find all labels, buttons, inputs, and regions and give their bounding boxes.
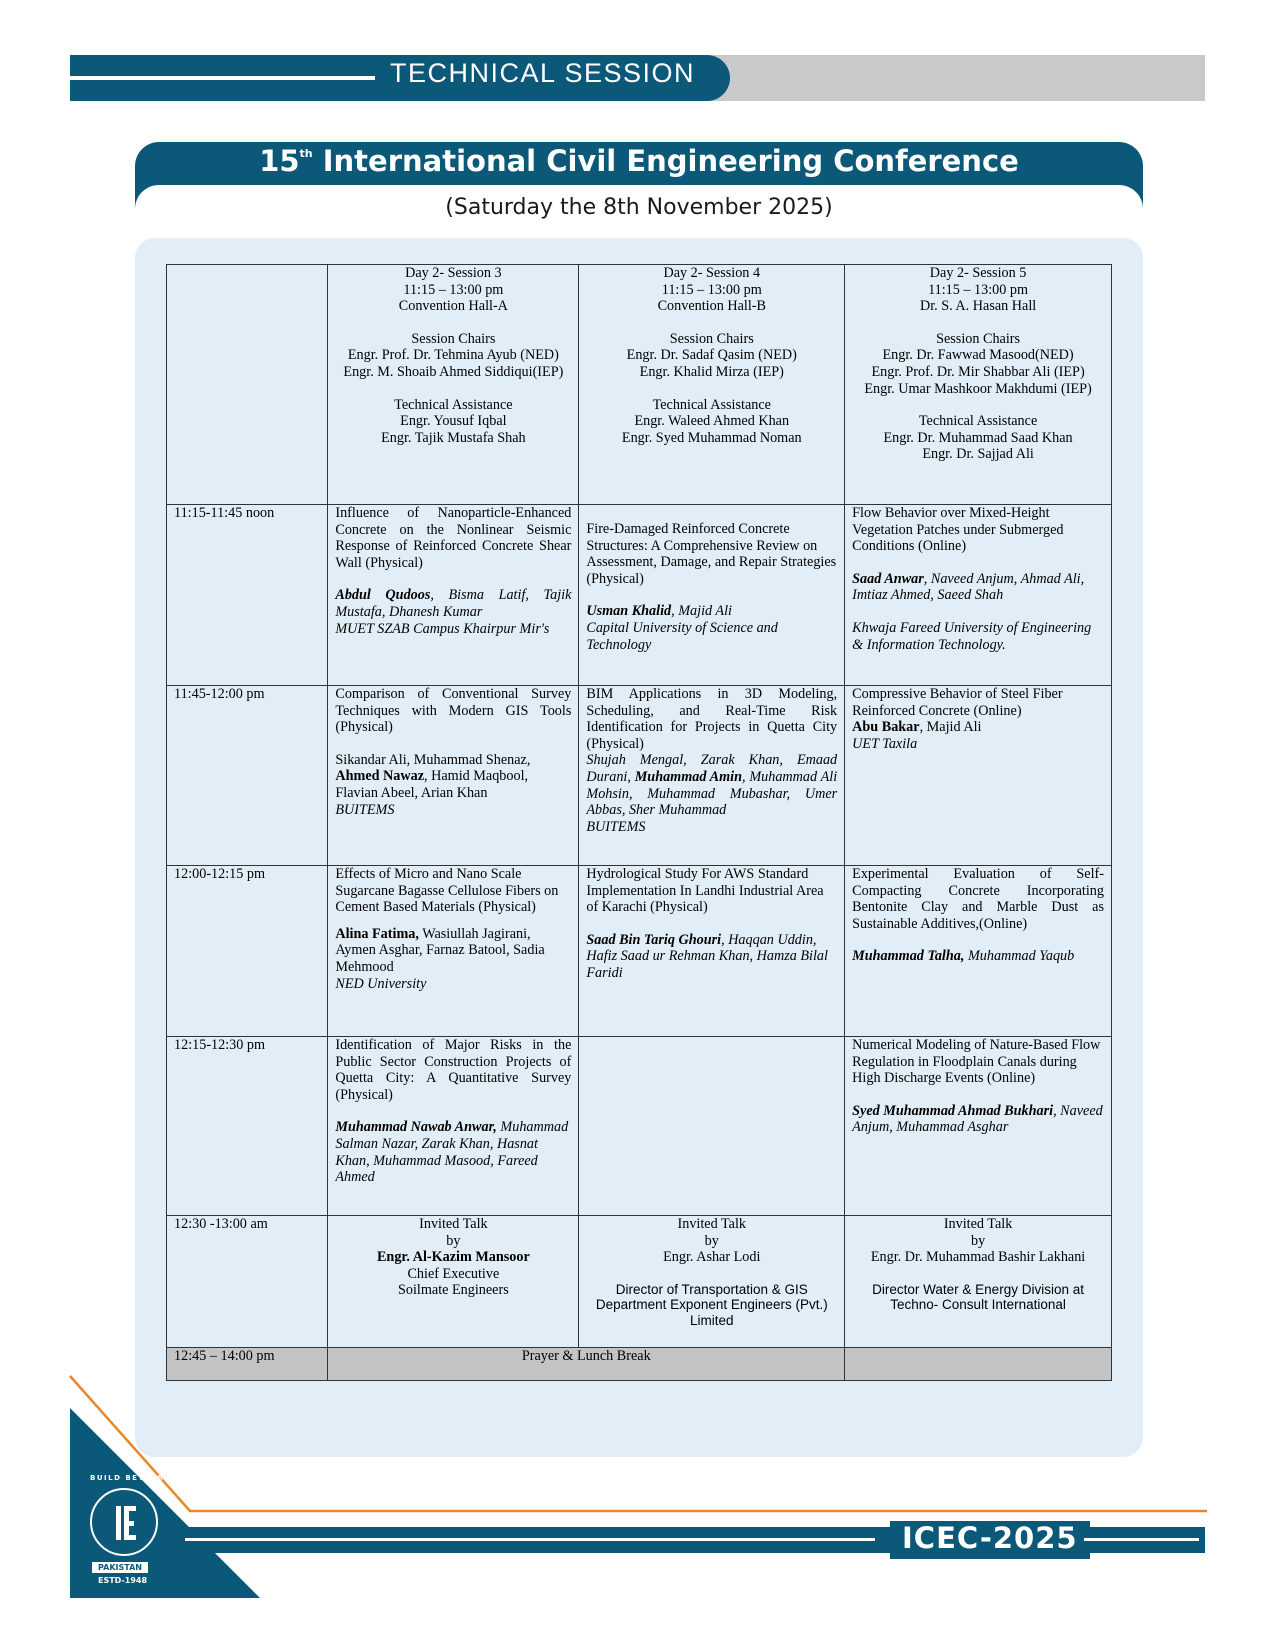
invited-talk-label: Invited Talk	[419, 1216, 488, 1232]
conference-name: International Civil Engineering Conference	[322, 144, 1019, 178]
paper-title: Flow Behavior over Mixed-Height Vegetation Patches under Submerged Conditions (Online)	[852, 505, 1064, 555]
speaker-organization: Soilmate Engineers	[398, 1282, 509, 1299]
ta-label: Technical Assistance	[918, 413, 1038, 430]
invited-speaker: Engr. Ashar Lodi	[663, 1249, 761, 1266]
lead-author: Muhammad Nawab Anwar,	[335, 1119, 497, 1136]
section-title: TECHNICAL SESSION	[390, 58, 696, 88]
co-authors: , Muhammad Ali Mohsin, Muhammad Mubashar, Umer Abbas, Sher Muhammad	[586, 768, 838, 819]
logo-arc-text: BUILD BETTER WORLD	[90, 1474, 206, 1482]
slot-time: 11:45-12:00 pm	[167, 686, 328, 866]
session-chair: Engr. Umar Mashkoor Makhdumi (IEP)	[864, 380, 1092, 397]
chairs-label: Session Chairs	[669, 330, 754, 347]
lead-author: Muhammad Amin	[634, 768, 743, 785]
paper-affiliation: NED University	[335, 975, 427, 992]
footer-rule	[185, 1538, 875, 1541]
session-venue: Convention Hall-A	[398, 298, 508, 315]
session-chair: Engr. Prof. Dr. Tehmina Ayub (NED)	[347, 347, 559, 364]
lead-author: Alina Fatima,	[335, 925, 419, 942]
session-chair: Engr. M. Shoaib Ahmed Siddiqui(IEP)	[343, 363, 564, 380]
co-authors: , Bisma Latif, Tajik Mustafa, Dhanesh Kumar	[335, 587, 572, 620]
session-chair: Engr. Dr. Sadaf Qasim (NED)	[626, 347, 797, 364]
technical-assistant: Engr. Tajik Mustafa Shah	[381, 429, 526, 446]
co-authors: , Majid Ali	[919, 719, 982, 736]
paper-title: Numerical Modeling of Nature-Based Flow Regulation in Floodplain Canals during High Discharge Events (Online)	[852, 1037, 1101, 1087]
invited-by: by	[446, 1232, 461, 1249]
invited-speaker: Engr. Dr. Muhammad Bashir Lakhani	[870, 1249, 1086, 1266]
slot-time: 12:00-12:15 pm	[167, 866, 328, 1037]
invited-by: by	[704, 1232, 719, 1249]
footer-rule-right	[1084, 1538, 1199, 1541]
session-chair: Engr. Khalid Mirza (IEP)	[639, 363, 784, 380]
co-authors: Wasiullah Jagirani, Aymen Asghar, Farnaz Batool, Sadia Mehmood	[335, 925, 545, 975]
paper-affiliation: BUITEMS	[335, 801, 395, 818]
session-time: 11:15 – 13:00 pm	[403, 281, 504, 298]
co-authors: , Naveed Anjum, Ahmad Ali, Imtiaz Ahmed, Saeed Shah	[852, 570, 1085, 604]
paper-affiliation: MUET SZAB Campus Khairpur Mir's	[335, 620, 550, 637]
technical-assistant: Engr. Yousuf Iqbal	[400, 413, 507, 430]
edition-suffix: th	[299, 147, 313, 160]
lead-author: Usman Khalid	[586, 603, 672, 620]
lead-author: Muhammad Talha,	[852, 948, 965, 965]
paper-title: Influence of Nanoparticle-Enhanced Concrete on the Nonlinear Seismic Response of Reinforced Concrete Shear Wall (Physical)	[335, 505, 572, 571]
chairs-label: Session Chairs	[936, 330, 1021, 347]
session-name: Day 2- Session 3	[405, 265, 502, 281]
conference-date: (Saturday the 8th November 2025)	[445, 195, 833, 220]
lead-author: Ahmed Nawaz	[335, 768, 425, 785]
session-name: Day 2- Session 5	[929, 265, 1027, 281]
speaker-role: Chief Executive	[407, 1265, 500, 1282]
session-chair: Engr. Dr. Fawwad Masood(NED)	[882, 347, 1074, 364]
slot-time: 12:30 -13:00 am	[167, 1216, 328, 1348]
co-authors: Shujah Mengal, Zarak Khan, Emaad Durani,	[586, 752, 838, 785]
co-authors: , Majid Ali	[671, 603, 732, 620]
lead-author: Abdul Qudoos	[335, 587, 431, 604]
paper-affiliation: BUITEMS	[586, 818, 646, 835]
invited-by: by	[970, 1232, 986, 1249]
orange-rule	[70, 1376, 1207, 1511]
technical-assistant: Engr. Syed Muhammad Noman	[621, 429, 802, 446]
speaker-organization: Director of Transportation & GIS Department Exponent Engineers (Pvt.) Limited	[595, 1281, 828, 1328]
ta-label: Technical Assistance	[652, 396, 771, 413]
session-time: 11:15 – 13:00 pm	[928, 281, 1029, 298]
invited-speaker: Engr. Al-Kazim Mansoor	[376, 1249, 530, 1266]
paper-title: Fire-Damaged Reinforced Concrete Structures: A Comprehensive Review on Assessment, Damage, and Repair Strategies (Physical)	[586, 521, 837, 587]
invited-talk-label: Invited Talk	[943, 1216, 1013, 1232]
slot-time: 12:45 – 14:00 pm	[167, 1348, 328, 1381]
session-name: Day 2- Session 4	[663, 265, 761, 281]
session-time: 11:15 – 13:00 pm	[661, 281, 762, 298]
paper-title: Effects of Micro and Nano Scale Sugarcane Bagasse Cellulose Fibers on Cement Based Materials (Physical)	[335, 866, 559, 916]
paper-title: Hydrological Study For AWS Standard Implementation In Landhi Industrial Area of Karachi (Physical)	[586, 866, 824, 916]
paper-affiliation: Khwaja Fareed University of Engineering & Information Technology.	[852, 619, 1092, 653]
invited-talk-label: Invited Talk	[677, 1216, 746, 1232]
co-authors: Muhammad Yaqub	[964, 948, 1075, 965]
lead-author: Abu Bakar	[852, 719, 920, 736]
chairs-label: Session Chairs	[411, 330, 496, 347]
logo-country: PAKISTAN	[92, 1562, 148, 1573]
paper-affiliation: Capital University of Science and Technology	[586, 619, 778, 653]
paper-title: Identification of Major Risks in the Public Sector Construction Projects of Quetta City: A Quantitative Survey (Physical)	[335, 1037, 572, 1103]
session-chair: Engr. Prof. Dr. Mir Shabbar Ali (IEP)	[871, 363, 1085, 380]
paper-title: BIM Applications in 3D Modeling, Scheduling, and Real-Time Risk Identification for Projects in Quetta City (Physical)	[586, 686, 838, 752]
edition-number: 15	[259, 144, 300, 178]
slot-time: 12:15-12:30 pm	[167, 1037, 328, 1216]
co-authors: Sikandar Ali, Muhammad Shenaz,	[335, 751, 531, 768]
lunch-label: Prayer & Lunch Break	[328, 1348, 845, 1381]
logo-estd: ESTD-1948	[98, 1576, 148, 1585]
session-venue: Convention Hall-B	[657, 298, 766, 315]
technical-assistant: Engr. Dr. Sajjad Ali	[922, 446, 1034, 463]
co-authors: , Hamid Maqbool, Flavian Abeel, Arian Khan	[335, 768, 529, 801]
speaker-organization: Director Water & Energy Division at Techno- Consult International	[872, 1281, 1084, 1313]
iep-logo-icon	[88, 1486, 160, 1558]
paper-title: Comparison of Conventional Survey Techniques with Modern GIS Tools (Physical)	[335, 686, 572, 736]
session-venue: Dr. S. A. Hasan Hall	[919, 298, 1037, 315]
brand-logo-text: ICEC-2025	[890, 1521, 1090, 1559]
co-authors: Muhammad Salman Nazar, Zarak Khan, Hasnat Khan, Muhammad Masood, Fareed Ahmed	[335, 1119, 569, 1186]
co-authors: , Naveed Anjum, Muhammad Asghar	[852, 1102, 1103, 1136]
lead-author: Syed Muhammad Ahmad Bukhari	[852, 1102, 1054, 1119]
paper-title: Experimental Evaluation of Self-Compacting Concrete Incorporating Bentonite Clay and Marble Dust as Sustainable Additives,(Online)	[852, 866, 1104, 932]
paper-title: Compressive Behavior of Steel Fiber Reinforced Concrete (Online)	[852, 686, 1063, 719]
lead-author: Saad Bin Tariq Ghouri	[586, 931, 722, 948]
co-authors: , Haqqan Uddin, Hafiz Saad ur Rehman Khan, Hamza Bilal Faridi	[586, 931, 828, 981]
slot-time: 11:15-11:45 noon	[167, 505, 328, 686]
technical-assistant: Engr. Dr. Muhammad Saad Khan	[883, 429, 1073, 446]
technical-assistant: Engr. Waleed Ahmed Khan	[634, 413, 790, 430]
lead-author: Saad Anwar	[852, 570, 924, 587]
paper-affiliation: UET Taxila	[852, 735, 918, 752]
ta-label: Technical Assistance	[394, 396, 513, 413]
